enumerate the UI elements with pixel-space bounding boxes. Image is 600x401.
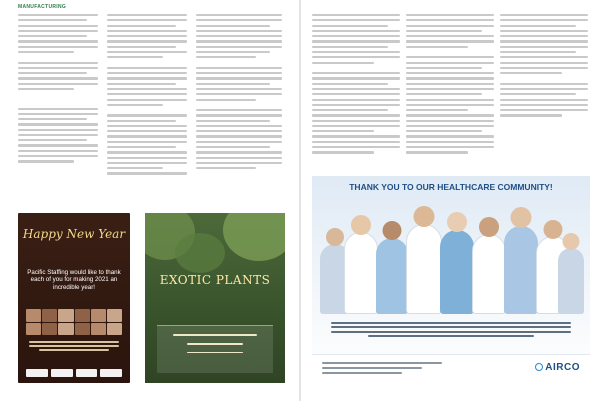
logo-icon: [76, 369, 98, 377]
ad-message: Pacific Staffing would like to thank each of you for making 2021 an incredible year!: [27, 269, 121, 291]
person-icon: [406, 224, 442, 314]
logo-icon: [100, 369, 122, 377]
ad-title: THANK YOU TO OUR HEALTHCARE COMMUNITY!: [349, 182, 553, 192]
sponsor-logos: [26, 369, 122, 377]
leaf-icon: [223, 213, 285, 261]
article-column-5: [406, 14, 494, 157]
healthcare-workers-photo: [320, 204, 582, 314]
person-icon: [504, 226, 538, 314]
article-column-1: [18, 14, 98, 166]
person-icon: [472, 234, 506, 314]
logo-icon: [51, 369, 73, 377]
left-page: [0, 0, 299, 401]
person-icon: [376, 238, 408, 314]
article-subhead: [18, 99, 98, 105]
section-tag: MANUFACTURING: [18, 4, 67, 10]
logo-icon: [26, 369, 48, 377]
person-icon: [440, 230, 474, 314]
exotic-plants-ad: [145, 213, 285, 383]
staff-photo-grid: [26, 309, 122, 335]
person-icon: [344, 232, 378, 314]
ad-contact-box: [157, 325, 273, 373]
ad-fine-print: [24, 341, 124, 353]
airco-logo: [535, 362, 580, 373]
healthcare-thank-you-ad: [312, 176, 590, 381]
ad-body-copy: [312, 322, 590, 340]
person-icon: [558, 248, 584, 314]
ad-subtitle: [18, 246, 130, 250]
ad-title: Happy New Year: [22, 227, 126, 241]
leaf-icon: [175, 233, 225, 273]
ad-footer: [312, 354, 590, 381]
airco-mark-icon: [535, 363, 543, 371]
article-column-2: [107, 14, 187, 178]
happy-new-year-ad: [18, 213, 130, 383]
ad-title: EXOTIC PLANTS: [159, 273, 271, 287]
article-column-3: [196, 14, 282, 172]
article-column-4: [312, 14, 400, 157]
article-column-6: [500, 14, 588, 120]
airco-logo-text: AIRCO: [545, 362, 580, 373]
